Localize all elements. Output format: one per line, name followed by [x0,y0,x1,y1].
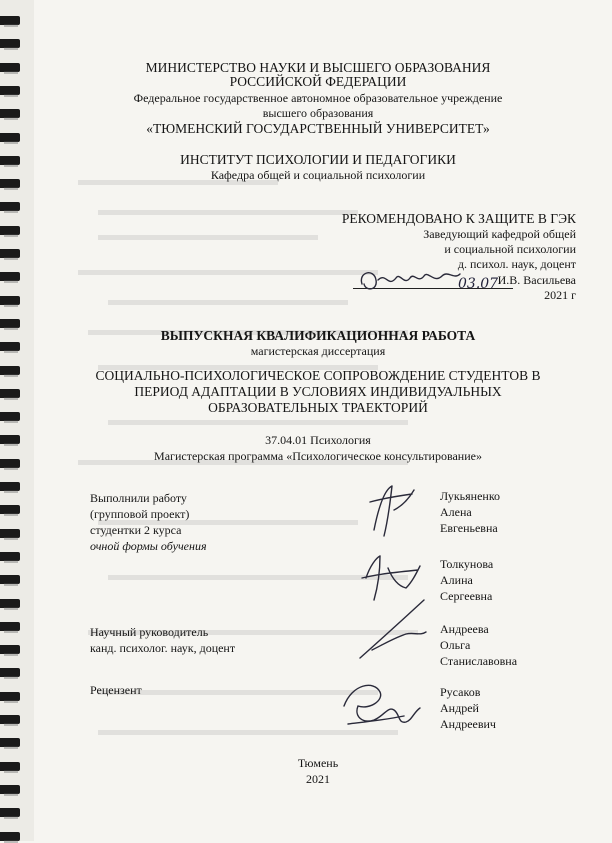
student1-surname: Лукьяненко [440,489,501,503]
binding-ring [0,16,20,25]
title-page [38,0,598,841]
master-program: Магистерская программа «Психологическое консультирование» [154,449,482,463]
work-title-line-2: ПЕРИОД АДАПТАЦИИ В УСЛОВИЯХ ИНДИВИДУАЛЬНЫХ [134,384,502,399]
student2-name: Алина [440,573,473,587]
reviewer-surname: Русаков [440,685,481,699]
student2-patronymic: Сергеевна [440,589,493,603]
student2-surname: Толкунова [440,557,494,571]
reviewer-label: Рецензент [90,683,142,697]
supervisor-name: Ольга [440,638,471,652]
footer-city: Тюмень [297,756,339,770]
binding-ring [0,226,20,235]
authors-label-line-4: очной формы обучения [90,539,207,553]
supervisor-degree: канд. психолог. наук, доцент [90,641,236,655]
binding-ring [0,319,20,328]
binding-ring [0,808,20,817]
supervisor-signature [354,594,444,664]
ministry-line-1: МИНИСТЕРСТВО НАУКИ И ВЫСШЕГО ОБРАЗОВАНИЯ [145,60,491,75]
authors-label-line-1: Выполнили работу [90,491,187,505]
approval-signature [356,262,466,296]
binding-ring [0,86,20,95]
binding-ring [0,156,20,165]
supervisor-label: Научный руководитель [90,625,209,639]
binding-ring [0,715,20,724]
supervisor-patronymic: Станиславовна [440,654,518,668]
department-name: Кафедра общей и социальной психологии [210,168,426,182]
student1-patronymic: Евгеньевна [440,521,498,535]
binding-ring [0,435,20,444]
supervisor-surname: Андреева [440,622,489,636]
institution-line-1: Федеральное государственное автономное образовательное учреждение [133,91,503,105]
institute-name: ИНСТИТУТ ПСИХОЛОГИИ И ПЕДАГОГИКИ [180,152,456,167]
student1-name: Алена [440,505,472,519]
binding-ring [0,505,20,514]
work-title-line-1: СОЦИАЛЬНО-ПСИХОЛОГИЧЕСКОЕ СОПРОВОЖДЕНИЕ СТУДЕНТОВ В [95,368,541,383]
binding-ring [0,459,20,468]
footer-year: 2021 [306,772,330,786]
work-title-line-3: ОБРАЗОВАТЕЛЬНЫХ ТРАЕКТОРИЙ [208,400,428,415]
binding-ring [0,575,20,584]
approval-year: 2021 г [544,288,576,302]
approval-role-line-1: Заведующий кафедрой общей [423,227,576,241]
binding-ring [0,622,20,631]
binding-ring [0,109,20,118]
approval-degree: д. психол. наук, доцент [457,257,576,271]
binding-ring [0,63,20,72]
student1-signature [364,480,424,540]
authors-label-line-2: (групповой проект) [90,507,190,521]
authors-label-line-3: студентки 2 курса [90,523,182,537]
binding-ring [0,482,20,491]
university-name: «ТЮМЕНСКИЙ ГОСУДАРСТВЕННЫЙ УНИВЕРСИТЕТ» [146,121,490,136]
approval-name: И.В. Васильева [497,273,576,287]
approval-role-line-2: и социальной психологии [444,242,576,256]
binding-ring [0,692,20,701]
approval-handwritten-date: 03.07 [458,276,499,292]
binding-ring [0,389,20,398]
institution-line-2: высшего образования [262,106,374,120]
binding-ring [0,133,20,142]
binding-ring [0,179,20,188]
binding-ring [0,249,20,258]
ministry-line-2: РОССИЙСКОЙ ФЕДЕРАЦИИ [229,74,407,89]
binding-ring [0,272,20,281]
work-subtype: магистерская диссертация [250,344,386,358]
binding-ring [0,412,20,421]
spiral-binding [0,0,34,841]
work-type: ВЫПУСКНАЯ КВАЛИФИКАЦИОННАЯ РАБОТА [160,328,476,343]
approval-title: РЕКОМЕНДОВАНО К ЗАЩИТЕ В ГЭК [341,211,576,226]
binding-ring [0,785,20,794]
binding-ring [0,552,20,561]
binding-ring [0,39,20,48]
binding-ring [0,296,20,305]
reviewer-name: Андрей [440,701,479,715]
binding-ring [0,762,20,771]
binding-ring [0,202,20,211]
binding-ring [0,832,20,841]
specialty: 37.04.01 Психология [265,433,371,447]
binding-ring [0,342,20,351]
reviewer-patronymic: Андреевич [440,717,496,731]
binding-ring [0,366,20,375]
binding-ring [0,645,20,654]
binding-ring [0,738,20,747]
binding-ring [0,529,20,538]
binding-ring [0,668,20,677]
binding-ring [0,599,20,608]
reviewer-signature [334,676,424,732]
